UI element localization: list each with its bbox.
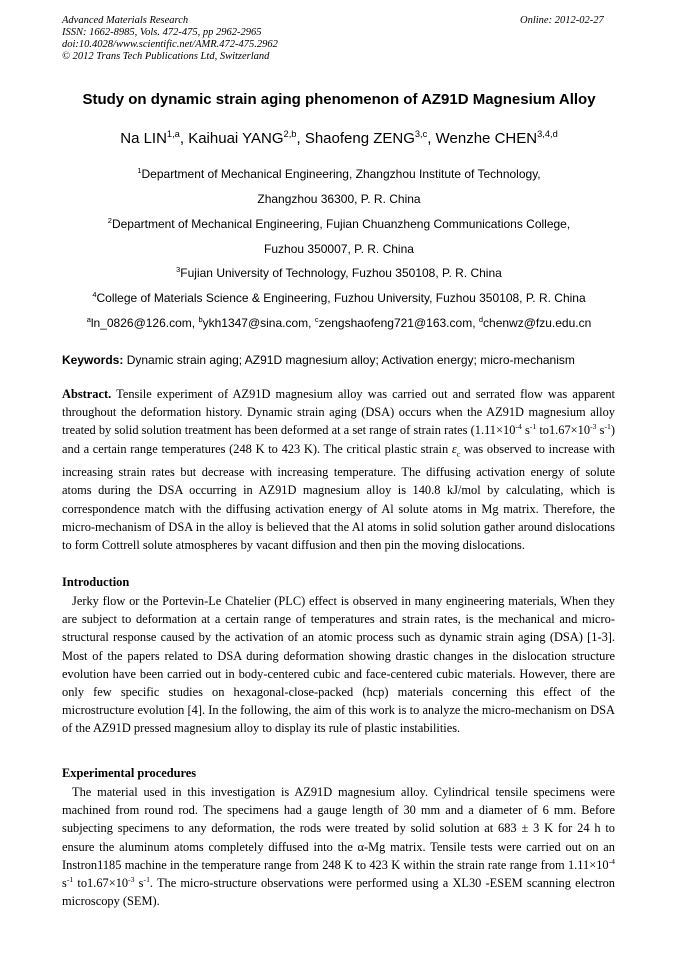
email-address[interactable]: ln_0826@126.com	[90, 316, 192, 330]
aff-sup: 3	[176, 265, 181, 274]
journal-header	[62, 15, 278, 63]
email-sup: a	[86, 315, 91, 324]
experimental-body: to1.67×10	[73, 876, 129, 891]
author-name: Wenzhe CHEN	[435, 130, 538, 147]
exponent: -1	[143, 874, 150, 884]
email-sup: d	[478, 315, 484, 324]
paper-title: Study on dynamic strain aging phenomenon of AZ91D Magnesium Alloy	[82, 91, 596, 108]
experimental-text	[62, 783, 615, 910]
online-date: Online: 2012-02-27	[520, 15, 604, 26]
aff-sup: 2	[107, 216, 112, 225]
aff-sup: 1	[137, 166, 142, 175]
abstract-text: ) and a certain range temperatures (248 K to 423 K). The critical plastic strain	[62, 423, 615, 456]
abstract-label: Abstract.	[62, 387, 112, 401]
exponent: -3	[128, 874, 135, 884]
epsilon-symbol: ε	[451, 441, 457, 456]
aff-text: College of Materials Science & Engineering, Fuzhou University, Fuzhou 350108, P. R. China	[96, 291, 586, 305]
abstract-text: was observed to increase with increasing strain rates but decrease with increasing temperature. The diffusing activation energy of solute atoms during the DSA occurring in AZ91D magnesium alloy is 140.8 kJ/mol by calculating, which is correspondence match with the diffusing activation energy of Al solute atoms in Mg matrix. Therefore, the micro-mechanism of DSA in the alloy is believed that the Al atoms in solid solution gather around dislocations to form Cottrell solute atmospheres by vacant diffusion and then pin the moving dislocations.	[62, 441, 615, 553]
email-sup: b	[198, 315, 203, 324]
author-name: Shaofeng ZENG	[304, 130, 415, 147]
abstract-text: to1.67×10	[536, 423, 591, 438]
experimental-body: . The micro-structure observations were performed using a XL30 -ESEM scanning electron microscopy (SEM).	[62, 876, 615, 909]
author-sup: 3,c	[414, 129, 428, 139]
affiliation-4	[0, 291, 678, 305]
aff-sup: 4	[92, 290, 97, 299]
abstract-text: Tensile experiment of AZ91D magnesium alloy was carried out and serrated flow was apparent throughout the deformation history. Dynamic strain aging (DSA) occurs when the AZ91D magnesium alloy treated by solid solution treatment has been deformed at a set range of strain rates (1.11×10	[62, 387, 615, 438]
author-name: Kaihuai YANG	[188, 130, 284, 147]
author-list: Na LIN$^{1,a}$, Kaihuai YANG$^{2,b}$, Shaofeng ZENG$^{3,c}$, Wenzhe CHEN$^{3,4,d}$	[120, 129, 558, 147]
keywords-text: Dynamic strain aging; AZ91D magnesium alloy; Activation energy; micro-mechanism	[126, 353, 575, 367]
author-name: Na LIN	[120, 130, 167, 147]
abstract-text: s	[596, 423, 605, 438]
abstract	[62, 385, 615, 554]
exponent: -1	[604, 422, 611, 432]
exponent: -1	[66, 874, 74, 884]
experimental-heading: Experimental procedures	[62, 766, 197, 780]
author-sup: 3,4,d	[537, 129, 558, 139]
introduction-heading: Introduction	[62, 575, 130, 589]
doi-line: doi:10.4028/www.scientific.net/AMR.472-475.2962	[62, 39, 278, 50]
issn-line: ISSN: 1662-8985, Vols. 472-475, pp 2962-2965	[62, 27, 262, 38]
aff-text: Fujian University of Technology, Fuzhou 350108, P. R. China	[180, 266, 502, 280]
affiliation-1-cont: Zhangzhou 36300, P. R. China	[257, 192, 421, 206]
email-address[interactable]: ykh1347@sina.com	[202, 316, 309, 330]
aff-text: Department of Mechanical Engineering, Fujian Chuanzheng Communications College,	[111, 217, 571, 231]
aff-text: Department of Mechanical Engineering, Zhangzhou Institute of Technology,	[141, 167, 541, 181]
exponent: -4	[515, 422, 522, 432]
keywords	[62, 353, 622, 367]
email-sup: c	[314, 315, 319, 324]
email-address[interactable]: chenwz@fzu.edu.cn	[483, 316, 592, 330]
affiliation-3	[0, 266, 678, 280]
author-sup: 1,a	[166, 129, 180, 139]
copyright-line: © 2012 Trans Tech Publications Ltd, Switzerland	[62, 51, 270, 62]
email-list: $^a$ln_0826@126.com, $^b$ykh1347@sina.com, $^c$zengshaofeng721@163.com, $^d$chenwz@fzu.edu.cn	[86, 315, 592, 330]
author-sup: 2,b	[283, 129, 297, 139]
experimental-body: The material used in this investigation is AZ91D magnesium alloy. Cylindrical tensile specimens were machined from round rod. The specimens had a gauge length of 30 mm and a diameter of 6 mm. Before subjecting specimens to any deformation, the rods were treated by solid solution at 683 ± 3 K for 24 h to ensure the aluminum atoms completely diffused into the α-Mg matrix. Tensile tests were carried out on an Instron1185 machine in the temperature range from 248 K to 423 K within the strain rate range from 1.11×10	[62, 785, 615, 872]
affiliation-2-cont: Fuzhou 350007, P. R. China	[264, 242, 414, 256]
exponent: -4	[608, 856, 615, 866]
affiliation-1	[0, 167, 678, 181]
abstract-text: s	[521, 423, 530, 438]
epsilon-subscript: c	[456, 449, 461, 459]
experimental-body: s	[134, 876, 144, 891]
email-address[interactable]: zengshaofeng721@163.com	[318, 316, 473, 330]
experimental-body: s	[62, 876, 67, 891]
introduction-text: Jerky flow or the Portevin-Le Chatelier (PLC) effect is observed in many engineering materials, When they are subject to deformation at a certain range of temperatures and strain rates, is the mechanical and micro-structural response caused by the activation of an atomic process such as dynamic strain aging (DSA) [1-3]. Most of the papers related to DSA during deformation showing drastic changes in the dislocation structure evolution have been carried out in body-centered cubic and face-centered cubic materials. However, there are only few specific studies on hexagonal-close-packed (hcp) materials concerning this effect of the microstructure evolution [4]. In the following, the aim of this work is to analyze the micro-mechanism on DSA of the AZ91D pressed magnesium alloy to display its rule of plastic instabilities.	[62, 594, 615, 736]
journal-name: Advanced Materials Research	[62, 15, 189, 26]
exponent: -1	[529, 422, 537, 432]
exponent: -3	[590, 422, 597, 432]
affiliation-2	[0, 217, 678, 231]
keywords-label: Keywords:	[62, 353, 124, 367]
